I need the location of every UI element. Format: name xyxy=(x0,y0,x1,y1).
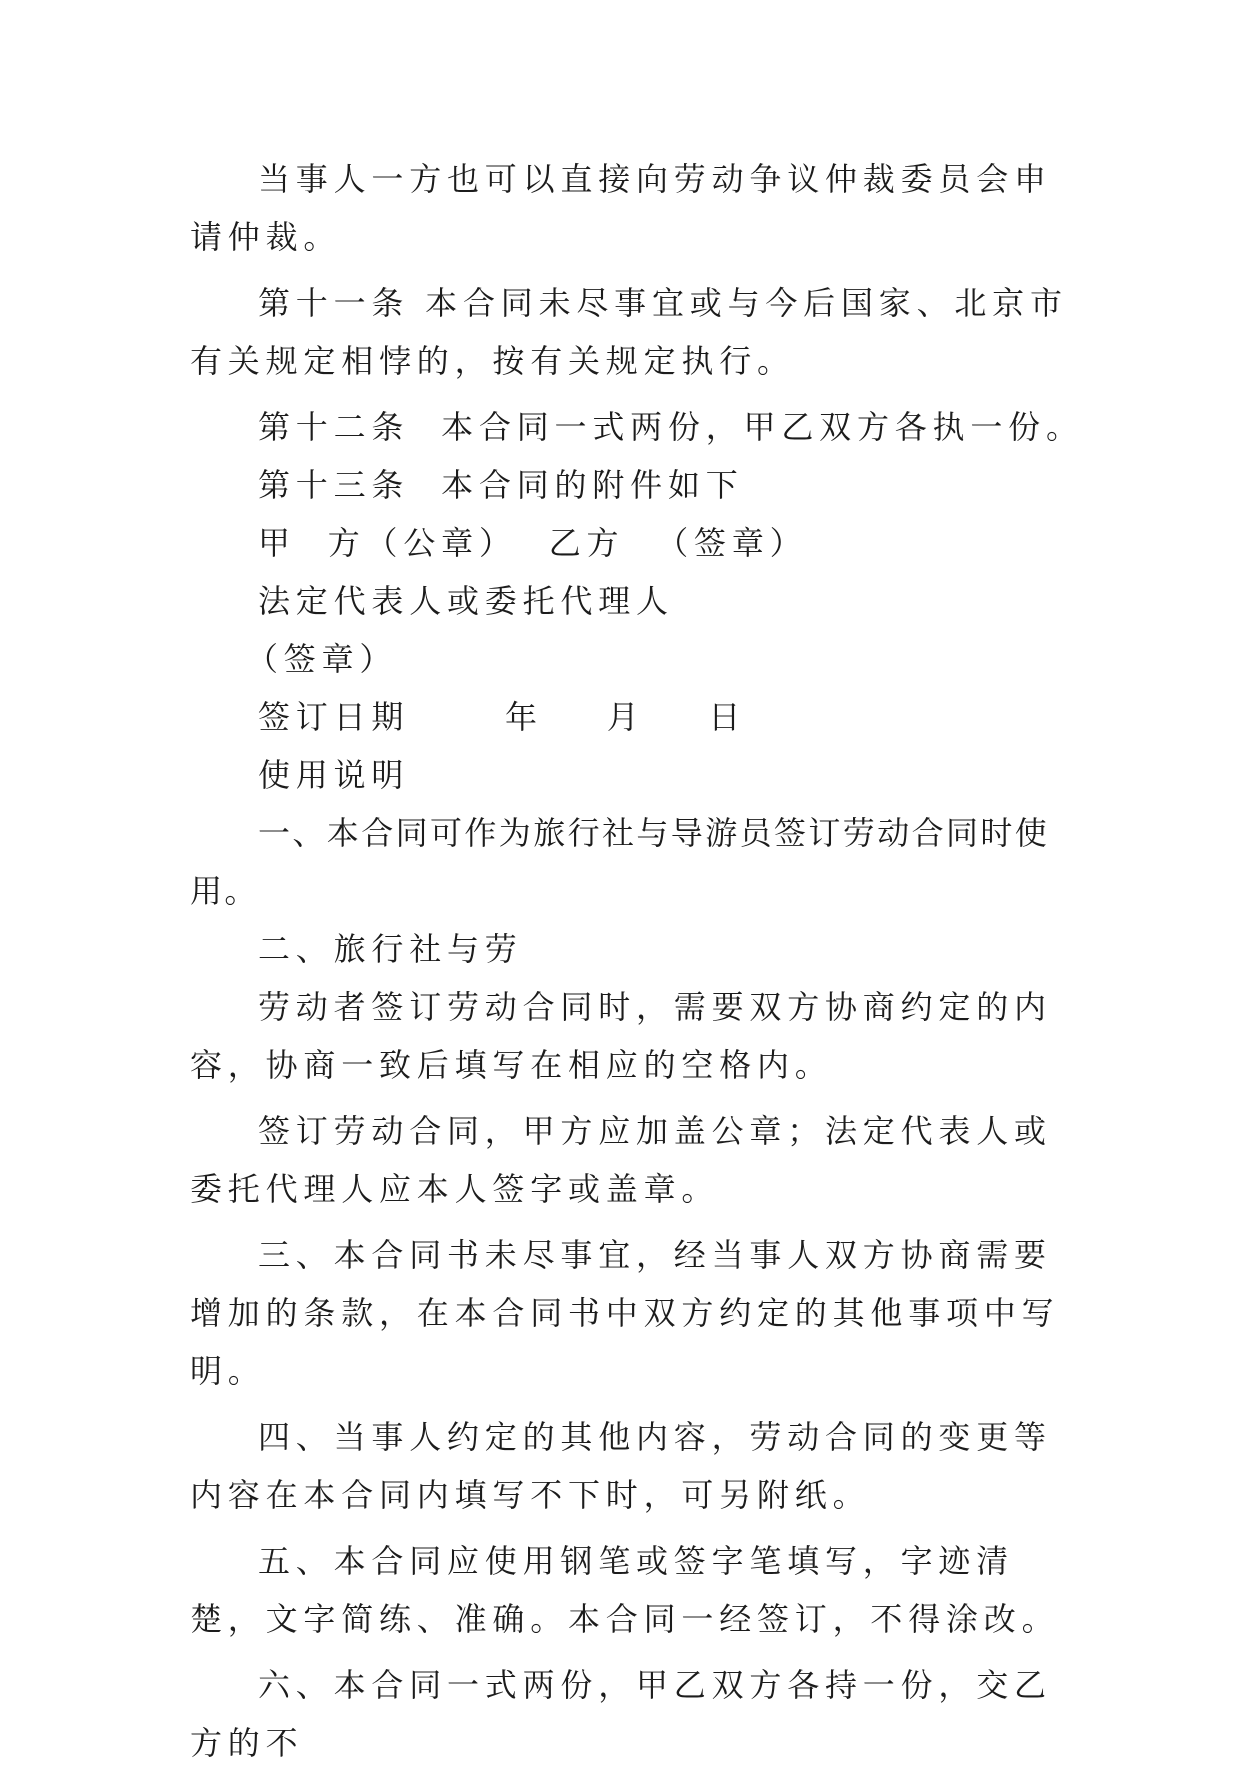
document-body xyxy=(190,150,1084,1772)
paragraph-arbitration: 当事人一方也可以直接向劳动争议仲裁委员会申请仲裁。 xyxy=(190,160,1052,256)
legal-representative-line: 法定代表人或委托代理人 xyxy=(258,582,674,620)
instruction-4: 四、当事人约定的其他内容，劳动合同的变更等内容在本合同内填写不下时，可另附纸。 xyxy=(190,1418,1052,1514)
usage-instructions-heading: 使用说明 xyxy=(258,756,410,794)
instruction-2-continued: 劳动者签订劳动合同时，需要双方协商约定的内容，协商一致后填写在相应的空格内。 xyxy=(190,988,1052,1084)
signing-date-line: 签订日期 年 月 日 xyxy=(258,698,747,736)
signature-parties-line: 甲 方（公章） 乙方 （签章） xyxy=(258,524,808,562)
paragraph-article-11: 第十一条 本合同未尽事宜或与今后国家、北京市有关规定相悖的，按有关规定执行。 xyxy=(190,284,1068,380)
instruction-signing-seal: 签订劳动合同，甲方应加盖公章；法定代表人或委托代理人应本人签字或盖章。 xyxy=(190,1112,1052,1208)
seal-line: （签章） xyxy=(246,640,398,678)
instruction-2: 二、旅行社与劳 xyxy=(258,930,523,968)
paragraph-article-13: 第十三条 本合同的附件如下 xyxy=(258,466,744,504)
instruction-6: 六、本合同一式两份，甲乙双方各持一份，交乙方的不 xyxy=(190,1666,1052,1762)
paragraph-article-12: 第十二条 本合同一式两份，甲乙双方各执一份。 xyxy=(258,408,1084,446)
instruction-1: 一、本合同可作为旅行社与导游员签订劳动合同时使用。 xyxy=(190,814,1050,910)
instruction-5: 五、本合同应使用钢笔或签字笔填写，字迹清楚，文字简练、准确。本合同一经签订，不得涂改。 xyxy=(190,1542,1060,1638)
instruction-3: 三、本合同书未尽事宜，经当事人双方协商需要增加的条款，在本合同书中双方约定的其他事项中写明。 xyxy=(190,1236,1060,1390)
